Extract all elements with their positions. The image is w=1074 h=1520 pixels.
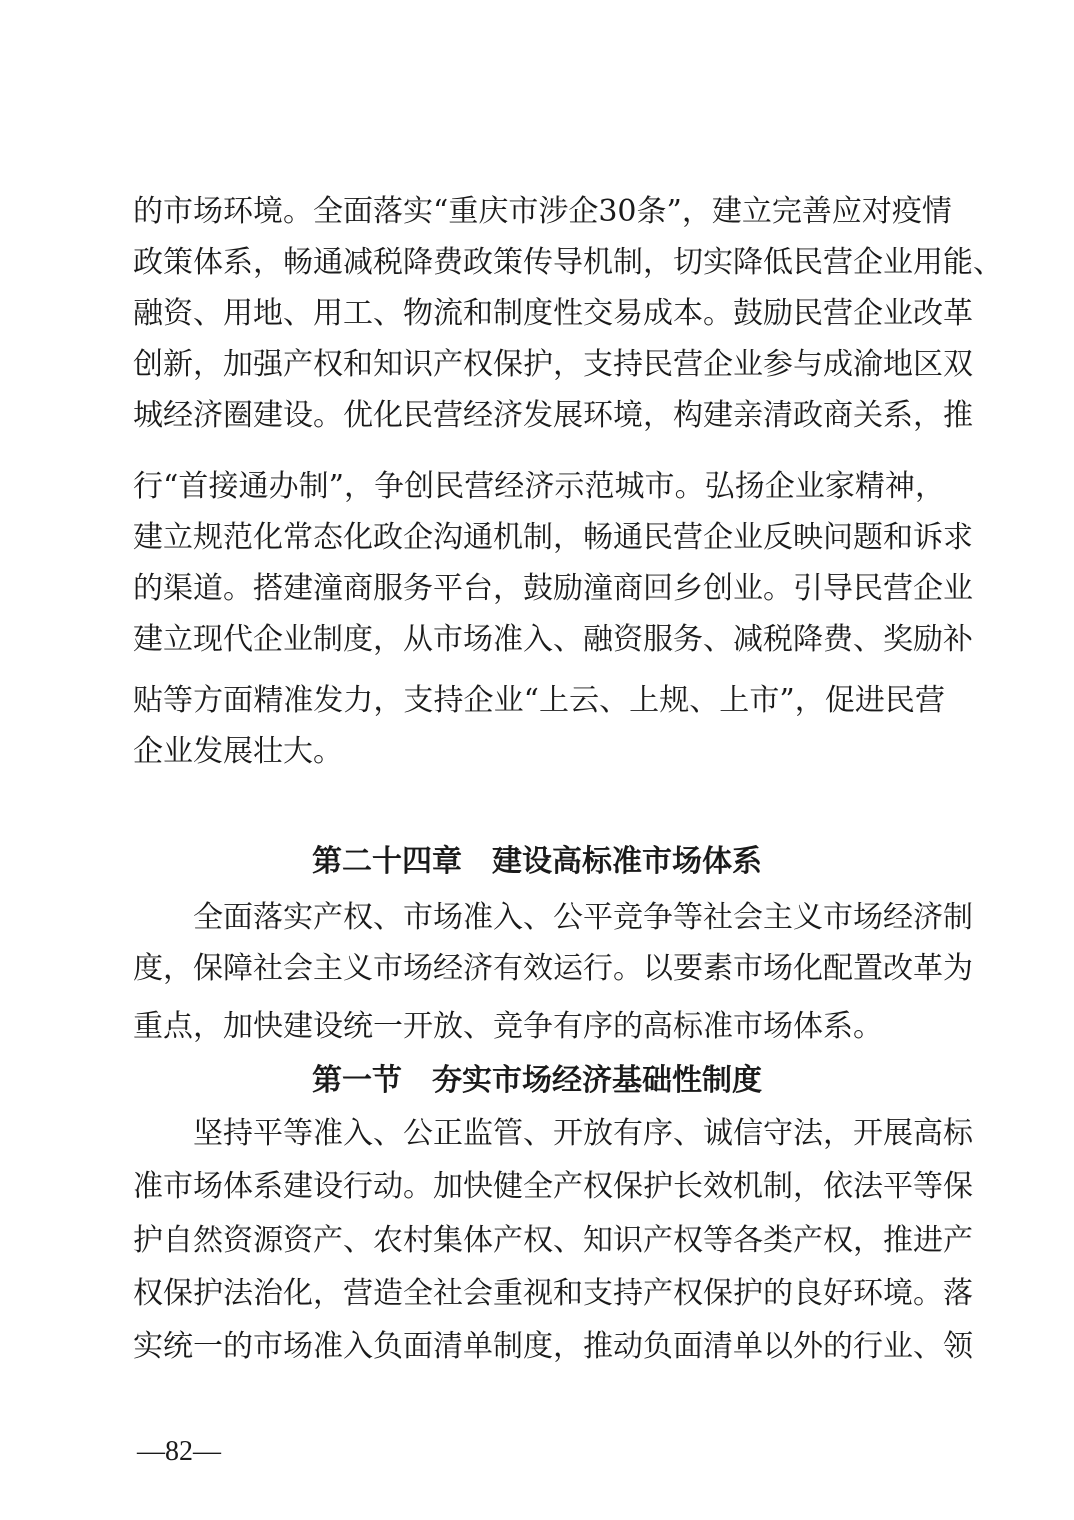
page-number: —82— — [137, 1436, 221, 1467]
paragraph-3-line-3: 护自然资源资产、农村集体产权、知识产权等各类产权，推进产 — [133, 1223, 973, 1258]
paragraph-3-line-1: 坚持平等准入、公正监管、开放有序、诚信守法，开展高标 — [193, 1116, 973, 1151]
paragraph-1-line-10: 贴等方面精准发力，支持企业“上云、上规、上市”，促进民营 — [133, 683, 945, 718]
paragraph-1-line-1: 的市场环境。全面落实“重庆市涉企30条”，建立完善应对疫情 — [133, 194, 952, 229]
paragraph-2-line-3: 重点，加快建设统一开放、竞争有序的高标准市场体系。 — [133, 1009, 883, 1044]
chapter-heading: 第二十四章 建设高标准市场体系 — [312, 844, 762, 879]
paragraph-1-line-11: 企业发展壮大。 — [133, 734, 343, 769]
paragraph-3-line-2: 准市场体系建设行动。加快健全产权保护长效机制，依法平等保 — [133, 1169, 973, 1204]
paragraph-3-line-5: 实统一的市场准入负面清单制度，推动负面清单以外的行业、领 — [133, 1329, 973, 1364]
paragraph-1-line-3: 融资、用地、用工、物流和制度性交易成本。鼓励民营企业改革 — [133, 296, 973, 331]
paragraph-1-line-7: 建立规范化常态化政企沟通机制，畅通民营企业反映问题和诉求 — [133, 520, 973, 555]
paragraph-1-line-9: 建立现代企业制度，从市场准入、融资服务、减税降费、奖励补 — [133, 622, 973, 657]
paragraph-1-line-5: 城经济圈建设。优化民营经济发展环境，构建亲清政商关系，推 — [133, 398, 973, 433]
section-heading: 第一节 夯实市场经济基础性制度 — [312, 1063, 762, 1098]
paragraph-3-line-4: 权保护法治化，营造全社会重视和支持产权保护的良好环境。落 — [133, 1276, 973, 1311]
paragraph-1-line-4: 创新，加强产权和知识产权保护，支持民营企业参与成渝地区双 — [133, 347, 973, 382]
paragraph-1-line-2: 政策体系，畅通减税降费政策传导机制，切实降低民营企业用能、 — [133, 245, 1003, 280]
paragraph-1-line-6: 行“首接通办制”，争创民营经济示范城市。弘扬企业家精神， — [133, 469, 945, 504]
paragraph-1-line-8: 的渠道。搭建潼商服务平台，鼓励潼商回乡创业。引导民营企业 — [133, 571, 973, 606]
paragraph-2-line-2: 度，保障社会主义市场经济有效运行。以要素市场化配置改革为 — [133, 951, 973, 986]
paragraph-2-line-1: 全面落实产权、市场准入、公平竞争等社会主义市场经济制 — [193, 900, 973, 935]
